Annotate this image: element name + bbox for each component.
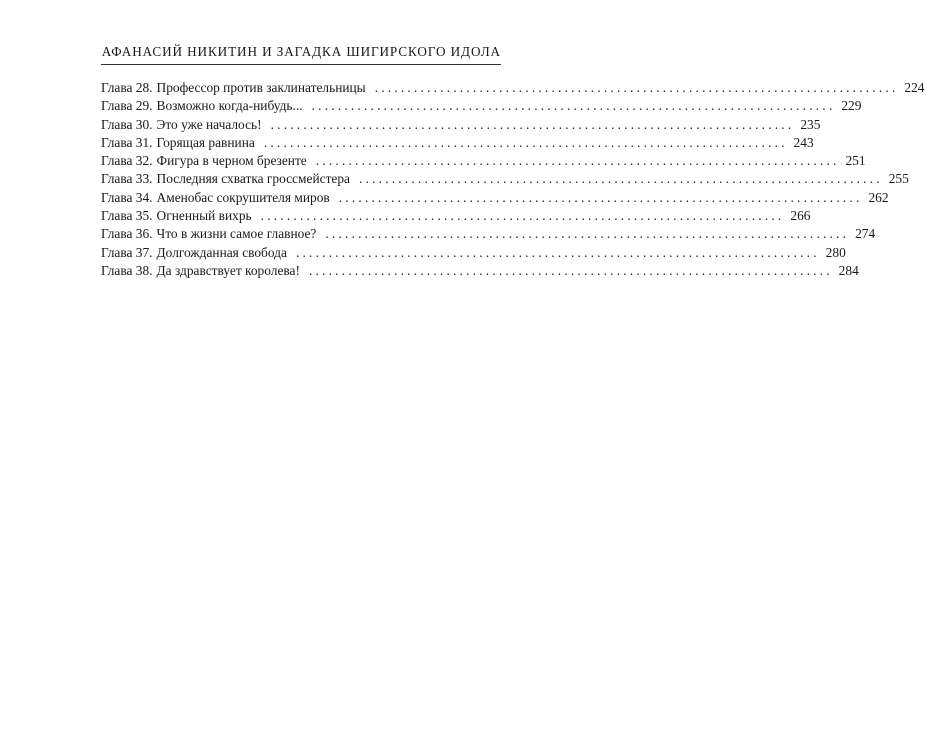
toc-chapter-title: Фигура в черном брезенте — [156, 153, 307, 169]
toc-page-number: 235 — [800, 116, 821, 132]
toc-entry — [101, 225, 876, 243]
toc-chapter-number: Глава 28. — [101, 80, 153, 95]
toc-chapter-number: Глава 30. — [101, 116, 153, 132]
toc-chapter-number: Глава 34. — [101, 189, 153, 205]
toc-entry — [101, 207, 811, 225]
toc-page-number: 262 — [868, 189, 889, 205]
toc-entry — [101, 262, 859, 280]
toc-page-number: 274 — [855, 226, 876, 242]
toc-chapter-number: Глава 36. — [101, 226, 153, 242]
toc-page-number: 243 — [793, 134, 814, 150]
toc-entry — [101, 134, 814, 152]
toc-entry — [101, 189, 889, 207]
toc-entry — [101, 244, 846, 262]
toc-chapter-number: Глава 38. — [101, 262, 153, 278]
toc-chapter-number: Глава 32. — [101, 153, 153, 169]
toc-leader-dots: ................................................................................ — [308, 262, 833, 278]
toc-chapter-number: Глава 37. — [101, 244, 153, 260]
toc-page-number: 251 — [845, 153, 866, 169]
toc-chapter-title: Профессор против заклинательницы — [156, 80, 366, 95]
toc-page-number: 255 — [888, 171, 909, 187]
toc-leader-dots: ................................................................................ — [374, 80, 899, 95]
toc-entry — [101, 97, 862, 115]
toc-chapter-title: Огненный вихрь — [156, 208, 252, 224]
toc-leader-dots: ................................................................................ — [270, 116, 795, 132]
toc-chapter-title: Долгожданная свобода — [156, 244, 287, 260]
toc-entry — [101, 152, 866, 170]
toc-chapter-title: Последняя схватка гроссмейстера — [156, 171, 350, 187]
toc-chapter-title: Аменобас сокрушителя миров — [156, 189, 330, 205]
toc-chapter-title: Возможно когда-нибудь... — [156, 98, 303, 114]
toc-chapter-title: Горящая равнина — [156, 134, 255, 150]
toc-page-number: 224 — [904, 80, 925, 95]
toc-chapter-title: Что в жизни самое главное? — [156, 226, 317, 242]
toc-leader-dots: ................................................................................ — [325, 226, 850, 242]
toc-leader-dots: ................................................................................ — [263, 134, 788, 150]
toc-leader-dots: ................................................................................ — [315, 153, 840, 169]
toc-chapter-title: Это уже началось! — [156, 116, 262, 132]
toc-page-number: 266 — [790, 208, 811, 224]
table-of-contents — [101, 79, 925, 280]
toc-chapter-number: Глава 35. — [101, 208, 153, 224]
toc-chapter-number: Глава 29. — [101, 98, 153, 114]
toc-chapter-number: Глава 33. — [101, 171, 153, 187]
running-head-title: АФАНАСИЙ НИКИТИН И ЗАГАДКА ШИГИРСКОГО ИДОЛА — [101, 44, 501, 59]
toc-chapter-number: Глава 31. — [101, 134, 153, 150]
toc-entry — [101, 116, 821, 134]
toc-page-number: 229 — [841, 98, 862, 114]
toc-leader-dots: ................................................................................ — [359, 171, 883, 187]
toc-page-number: 280 — [825, 244, 846, 260]
toc-chapter-title: Да здравствует королева! — [156, 262, 300, 278]
toc-leader-dots: ................................................................................ — [295, 244, 820, 260]
toc-leader-dots: ................................................................................ — [338, 189, 863, 205]
toc-leader-dots: ................................................................................ — [311, 98, 836, 114]
toc-leader-dots: ................................................................................ — [260, 208, 785, 224]
toc-page-number: 284 — [838, 262, 859, 278]
header-rule — [101, 64, 501, 65]
toc-entry — [101, 79, 925, 97]
toc-entry — [101, 170, 909, 188]
